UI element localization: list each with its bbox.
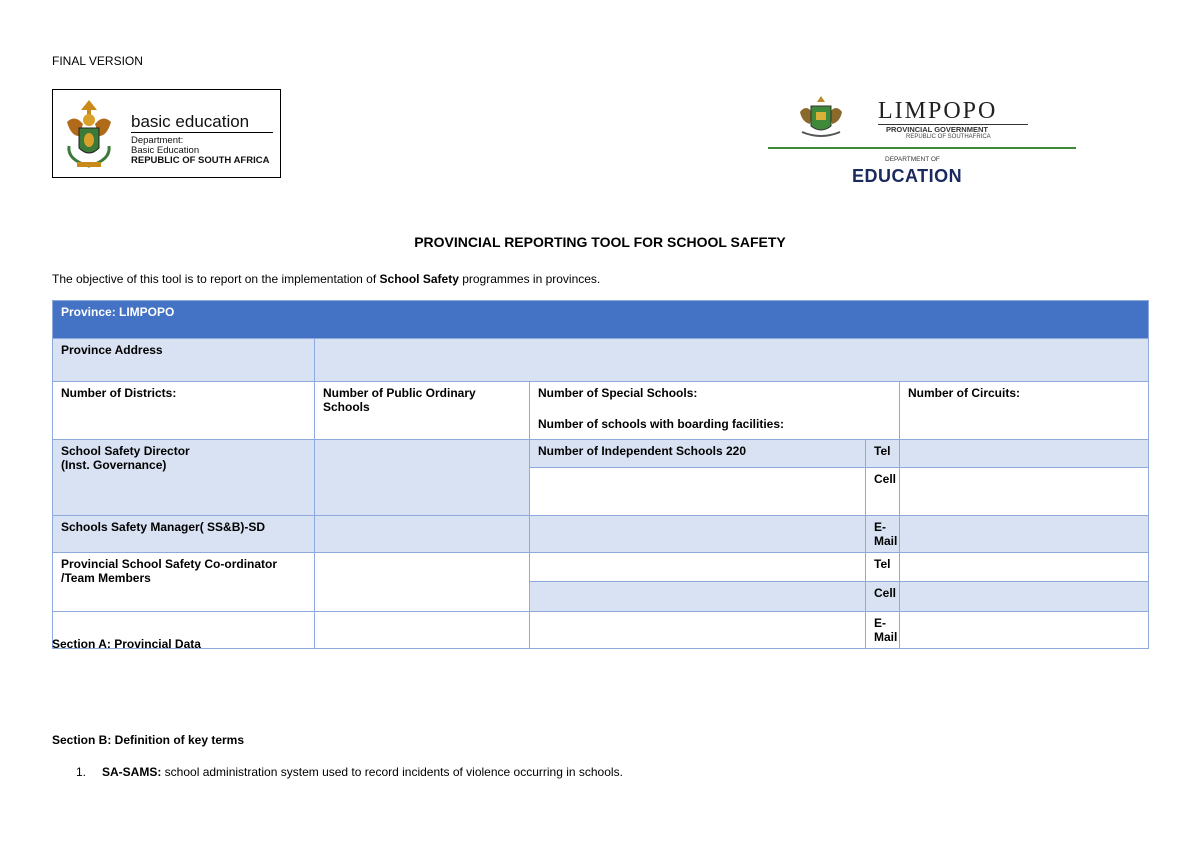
basic-education-logo xyxy=(52,89,281,178)
section-b-heading: Section B: Definition of key terms xyxy=(52,733,245,747)
limpopo-country: REPUBLIC OF SOUTHAFRICA xyxy=(906,134,991,140)
empty-cell[interactable] xyxy=(530,582,866,612)
definition-item xyxy=(76,765,623,779)
table-row xyxy=(53,339,1149,382)
empty-cell[interactable] xyxy=(530,553,866,582)
logo-line-2: Basic Education xyxy=(131,145,200,156)
safety-manager-label: Schools Safety Manager( SS&B)-SD xyxy=(53,516,315,553)
coordinator-value[interactable] xyxy=(315,553,530,612)
empty-cell[interactable] xyxy=(530,468,866,516)
tel-value-2[interactable] xyxy=(900,553,1149,582)
table-row xyxy=(53,382,1149,440)
objective-text xyxy=(52,272,600,286)
document-title: PROVINCIAL REPORTING TOOL FOR SCHOOL SAFETY xyxy=(414,234,786,250)
logo-divider xyxy=(131,132,273,133)
tel-value[interactable] xyxy=(900,440,1149,468)
definition-number: 1. xyxy=(76,765,87,779)
num-boarding-label: Number of schools with boarding facilities: xyxy=(538,417,785,431)
objective-prefix: The objective of this tool is to report on the implementation of xyxy=(52,272,380,286)
coordinator-label xyxy=(53,553,315,612)
definition-term: SA-SAMS: xyxy=(102,765,162,779)
section-a-heading: Section A: Provincial Data xyxy=(52,637,201,651)
num-independent-label: Number of Independent Schools 220 xyxy=(530,440,866,468)
team-members-label: /Team Members xyxy=(61,571,151,585)
table-row xyxy=(53,612,1149,649)
province-info-table xyxy=(52,300,1149,649)
tel-label: Tel xyxy=(866,440,900,468)
logo-line-1: Department: xyxy=(131,135,184,146)
num-circuits-label: Number of Circuits: xyxy=(900,382,1149,440)
num-districts-label: Number of Districts: xyxy=(53,382,315,440)
num-special-label: Number of Special Schools: xyxy=(538,386,698,400)
email-value-2[interactable] xyxy=(900,612,1149,649)
limpopo-crest-icon xyxy=(796,94,846,142)
final-version-label: FINAL VERSION xyxy=(52,54,143,68)
num-public-ordinary-label: Number of Public Ordinary Schools xyxy=(315,382,530,440)
empty-cell[interactable] xyxy=(530,612,866,649)
province-header: Province: LIMPOPO xyxy=(53,301,1149,339)
cell-value-2[interactable] xyxy=(900,582,1149,612)
email-label: E-Mail xyxy=(866,516,900,553)
special-schools-cell xyxy=(530,382,900,440)
cell-label-2: Cell xyxy=(866,582,900,612)
inst-governance-label: (Inst. Governance) xyxy=(61,458,167,472)
safety-director-value[interactable] xyxy=(315,440,530,516)
table-row xyxy=(53,516,1149,553)
coordinator-title: Provincial School Safety Co-ordinator xyxy=(61,557,278,571)
limpopo-education-logo xyxy=(768,92,1076,188)
tel-label-2: Tel xyxy=(866,553,900,582)
cell-value[interactable] xyxy=(900,468,1149,516)
limpopo-title: LIMPOPO xyxy=(878,98,998,124)
safety-director-label xyxy=(53,440,315,516)
email-label-2: E-Mail xyxy=(866,612,900,649)
limpopo-subtitle: PROVINCIAL GOVERNMENT xyxy=(886,125,988,134)
province-address-value[interactable] xyxy=(315,339,1149,382)
table-header-row xyxy=(53,301,1149,339)
province-address-label: Province Address xyxy=(53,339,315,382)
logo-title: basic education xyxy=(131,112,250,131)
email-value[interactable] xyxy=(900,516,1149,553)
education-label: EDUCATION xyxy=(852,166,963,186)
definition-text: school administration system used to record incidents of violence occurring in schools. xyxy=(161,765,623,779)
safety-director-title: School Safety Director xyxy=(61,444,190,458)
safety-manager-value[interactable] xyxy=(315,516,530,553)
objective-bold: School Safety xyxy=(379,272,459,286)
table-row xyxy=(53,553,1149,582)
table-row xyxy=(53,440,1149,468)
department-of-label: DEPARTMENT OF xyxy=(885,156,940,163)
coat-of-arms-icon xyxy=(61,96,117,172)
cell-label: Cell xyxy=(866,468,900,516)
limpopo-green-rule xyxy=(768,147,1076,149)
objective-suffix: programmes in provinces. xyxy=(458,272,601,286)
logo-line-3: REPUBLIC OF SOUTH AFRICA xyxy=(131,155,270,166)
empty-cell[interactable] xyxy=(530,516,866,553)
empty-cell[interactable] xyxy=(315,612,530,649)
